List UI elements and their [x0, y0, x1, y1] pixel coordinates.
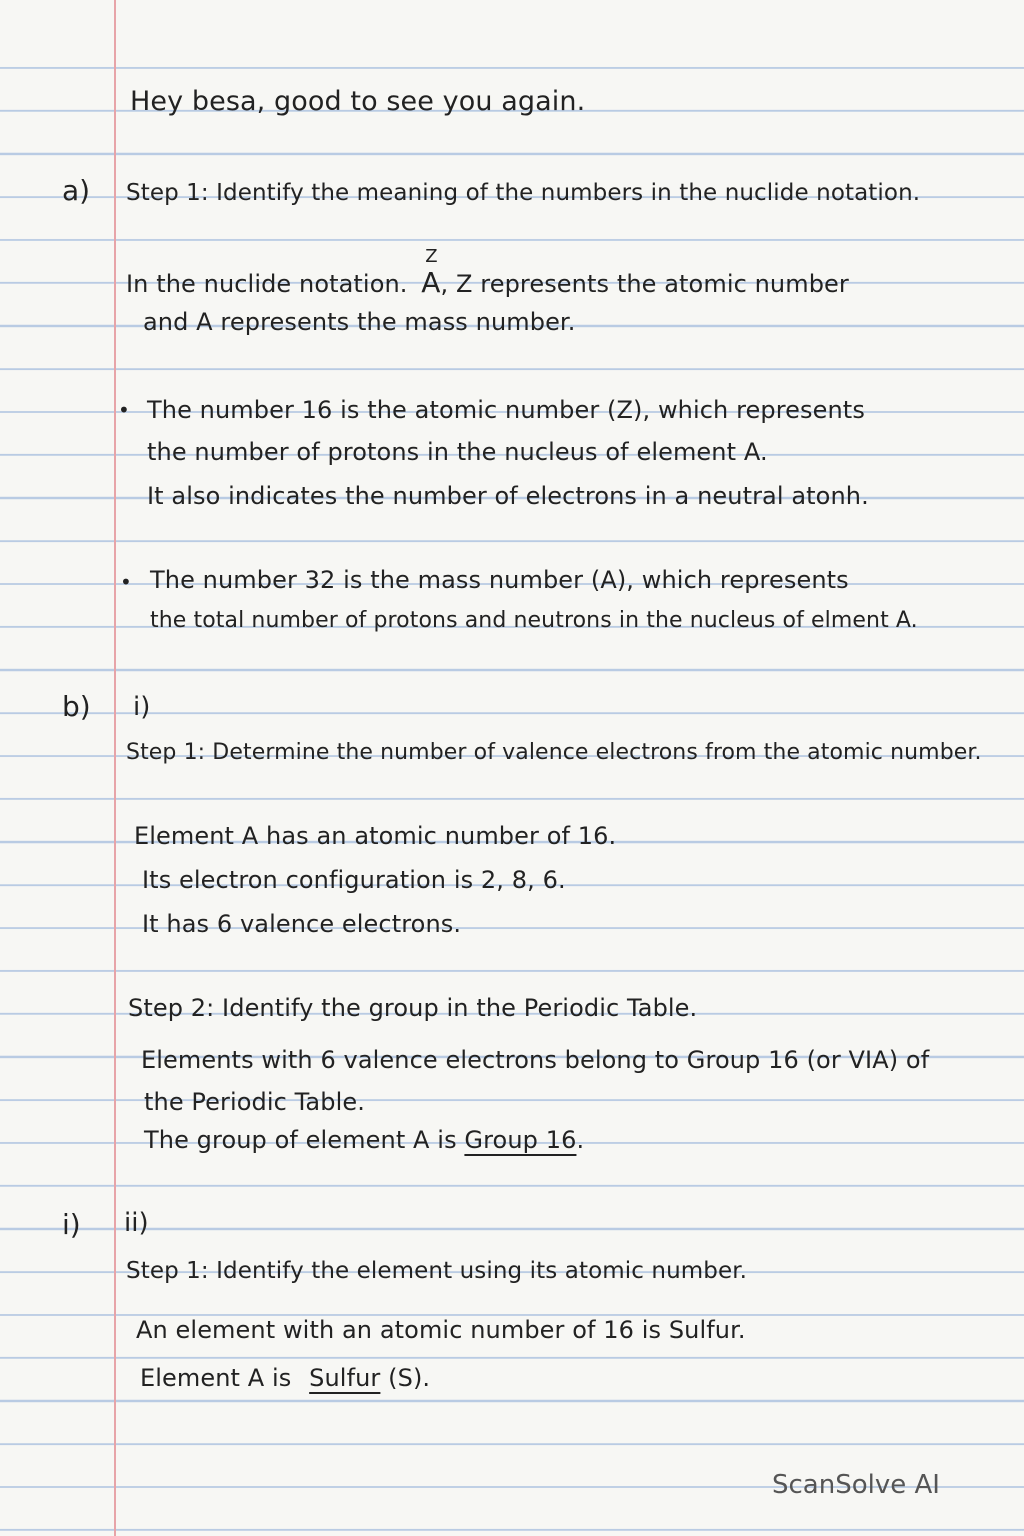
nuclide-symbol: [421, 246, 441, 299]
nuclide-intro: In the nuclide notation.: [126, 270, 408, 298]
c-line1: An element with an atomic number of 16 is Sulfur.: [136, 1316, 746, 1344]
b-step2-line2: the Periodic Table.: [144, 1088, 365, 1116]
part-b-step1: Step 1: Determine the number of valence electrons from the atomic number.: [126, 740, 982, 765]
nuclide-line2: and A represents the mass number.: [143, 308, 576, 336]
bullet1-line2: the number of protons in the nucleus of element A.: [147, 438, 768, 466]
scansolve-watermark: ScanSolve AI: [772, 1470, 940, 1500]
bullet2-line1: The number 32 is the mass number (A), which represents: [150, 566, 849, 594]
b-line3: It has 6 valence electrons.: [142, 910, 462, 938]
part-b-step2: Step 2: Identify the group in the Periodic Table.: [128, 994, 698, 1022]
part-b-marker: b): [62, 690, 91, 723]
nuclide-z-superscript: Z: [425, 246, 438, 267]
b-step2-line1: Elements with 6 valence electrons belong to Group 16 (or VIA) of: [141, 1046, 930, 1074]
b-answer-value: Group 16: [464, 1126, 577, 1154]
margin-line: [114, 0, 116, 1536]
b-line2: Its electron configuration is 2, 8, 6.: [142, 866, 566, 894]
bullet2-line2: the total number of protons and neutrons in the nucleus of elment A.: [150, 608, 918, 633]
part-a-marker: a): [62, 174, 91, 207]
nuclide-notation-line: [126, 246, 849, 299]
bullet-dot: •: [120, 570, 132, 594]
nuclide-a-symbol: A: [421, 266, 441, 299]
part-b-sub-i: i): [133, 692, 151, 722]
bullet1-line1: The number 16 is the atomic number (Z), which represents: [147, 396, 865, 424]
b-answer-period: .: [576, 1126, 585, 1154]
c-answer-intro: Element A is: [140, 1364, 292, 1392]
c-answer-symbol: (S).: [388, 1364, 431, 1392]
part-c-step1: Step 1: Identify the element using its atomic number.: [126, 1258, 748, 1284]
part-a-step1: Step 1: Identify the meaning of the numbers in the nuclide notation.: [126, 180, 921, 206]
nuclide-explanation: , Z represents the atomic number: [440, 270, 849, 298]
part-c-marker: i): [62, 1208, 81, 1241]
greeting: Hey besa, good to see you again.: [130, 86, 586, 117]
b-answer-intro: The group of element A is: [144, 1126, 457, 1154]
b-answer-line: [144, 1126, 584, 1154]
c-answer-value: Sulfur: [309, 1364, 381, 1392]
part-c-sub-ii: ii): [124, 1208, 149, 1238]
b-line1: Element A has an atomic number of 16.: [134, 822, 617, 850]
bullet-dot: •: [118, 398, 130, 422]
bullet1-line3: It also indicates the number of electrons in a neutral atonh.: [147, 482, 869, 510]
c-answer-line: [140, 1364, 430, 1392]
